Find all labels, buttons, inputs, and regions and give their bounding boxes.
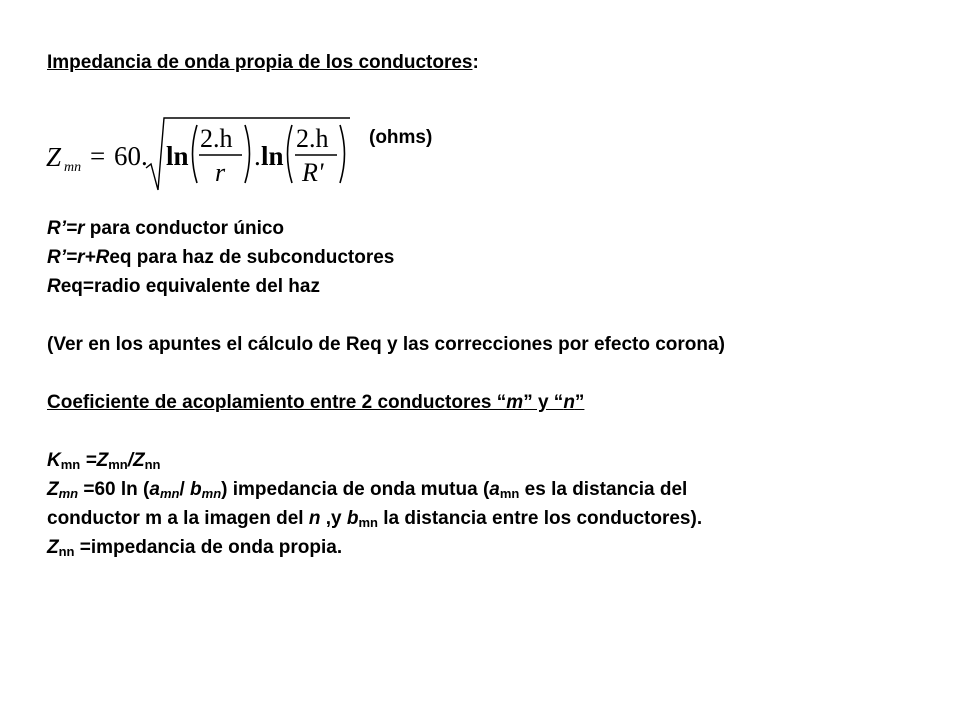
definition-line-1 [47, 218, 284, 240]
k-eq-z2-subscript: nn [144, 457, 161, 472]
definition-line-3 [47, 276, 320, 298]
k-equation [47, 450, 161, 472]
formula-units: (ohms) [369, 127, 433, 148]
k-symbol: K [47, 450, 61, 471]
zmn-b: b [190, 479, 202, 500]
zmn-symbol: Z [47, 479, 59, 500]
fraction-2-denominator: R' [302, 158, 324, 187]
paren-close-1 [245, 125, 250, 183]
definition-line-2 [47, 247, 394, 269]
znn-subscript: nn [58, 544, 75, 559]
formula-equals: = [90, 141, 106, 171]
coupling-text-mid: ” y “ [523, 392, 564, 413]
section-heading-coupling [47, 392, 584, 414]
impedance-formula [40, 114, 370, 194]
formula-lhs-subscript: mn [64, 160, 82, 175]
fraction-2-numerator: 2.h [296, 124, 329, 153]
coupling-var-n: n [563, 392, 575, 413]
formula-dot: . [254, 141, 261, 171]
zmn-cont-part-1: conductor m a la imagen del [47, 508, 309, 529]
heading-colon: : [472, 52, 479, 73]
zmn-a-subscript: mn [159, 486, 180, 501]
zmn-a: a [149, 479, 160, 500]
coupling-var-m: m [506, 392, 524, 413]
definition-1-text: para conductor único [84, 218, 285, 239]
fraction-1-denominator: r [215, 158, 226, 187]
k-eq-slash: / [127, 450, 133, 471]
fraction-1-numerator: 2.h [200, 124, 233, 153]
zmn-slash: / [179, 479, 191, 500]
formula-coefficient: 60. [114, 141, 148, 171]
coupling-text-post: ” [574, 392, 585, 413]
zmn-cont-b-subscript: mn [358, 515, 378, 530]
zmn-cont-part-2: ,y [320, 508, 347, 529]
definition-2-variable: R’=r+R [47, 247, 110, 268]
zmn-subscript: mn [58, 486, 79, 501]
coupling-text-pre: Coeficiente de acoplamiento entre 2 conductores “ [47, 392, 507, 413]
paren-close-2 [340, 125, 345, 183]
znn-symbol: Z [47, 537, 59, 558]
definition-2-text: eq para haz de subconductores [109, 247, 395, 268]
znn-text: =impedancia de onda propia. [74, 537, 343, 558]
corona-note: (Ver en los apuntes el cálculo de Req y las correcciones por efecto corona) [47, 334, 725, 355]
zmn-b-subscript: mn [201, 486, 222, 501]
paren-open-2 [288, 125, 293, 183]
zmn-continuation [47, 508, 702, 530]
definition-3-text: eq=radio equivalente del haz [60, 276, 320, 297]
k-eq-z: =Z [80, 450, 109, 471]
paren-open-1 [193, 125, 198, 183]
k-eq-z-subscript: mn [108, 457, 128, 472]
zmn-part-2: ) impedancia de onda mutua ( [221, 479, 490, 500]
zmn-part-1: =60 ln ( [78, 479, 150, 500]
zmn-cont-b: b [346, 508, 359, 529]
znn-equation [47, 537, 342, 559]
formula-ln-1: ln [166, 141, 189, 171]
definition-1-variable: R’=r [47, 218, 85, 239]
zmn-a2: a [489, 479, 500, 500]
zmn-a2-subscript: mn [499, 486, 520, 501]
zmn-cont-part-3: la distancia entre los conductores). [377, 508, 703, 529]
zmn-cont-n: n [308, 508, 321, 529]
zmn-part-3: es la distancia del [519, 479, 688, 500]
definition-3-variable: R [47, 276, 61, 297]
zmn-equation [47, 479, 687, 501]
formula-ln-2: ln [261, 141, 284, 171]
formula-lhs-symbol: Z [46, 142, 62, 172]
section-heading-impedance [47, 52, 479, 74]
k-eq-z2: Z [133, 450, 145, 471]
heading-text: Impedancia de onda propia de los conductores [47, 52, 473, 73]
k-subscript: mn [60, 457, 81, 472]
